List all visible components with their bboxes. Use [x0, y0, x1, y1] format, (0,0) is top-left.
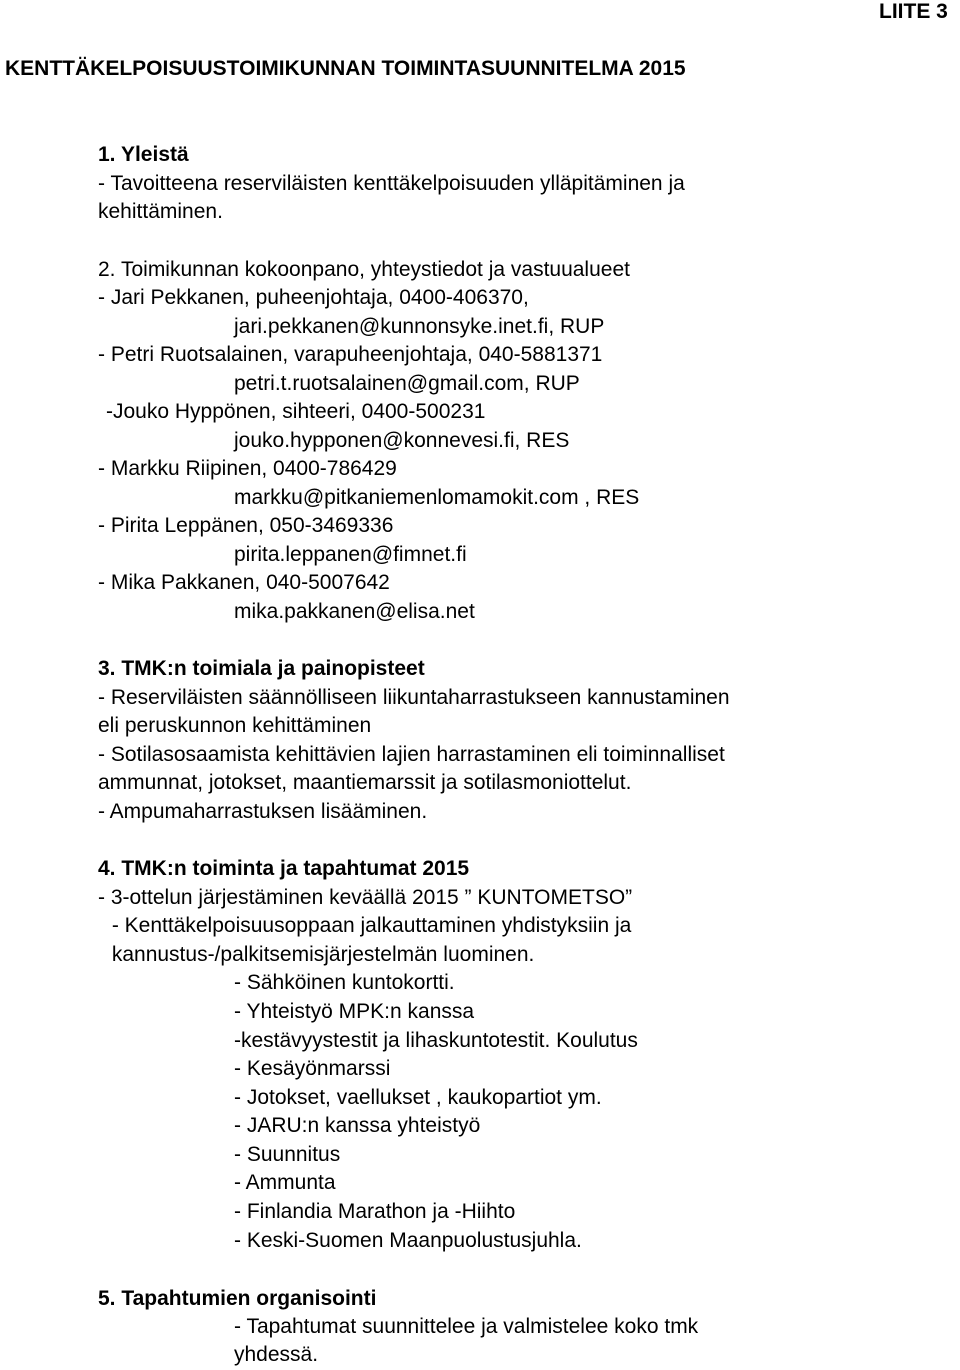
activity-item: - Sähköinen kuntokortti.: [234, 971, 455, 994]
paragraph-line: - Sotilasosaamista kehittävien lajien harrastaminen eli toiminnalliset: [98, 743, 725, 766]
section-heading: 4. TMK:n toiminta ja tapahtumat 2015: [98, 857, 470, 880]
paragraph-line: kehittäminen.: [98, 200, 223, 223]
document-title: KENTTÄKELPOISUUSTOIMIKUNNAN TOIMINTASUUNNITELMA 2015: [5, 57, 686, 80]
activity-item: - Kesäyönmarssi: [234, 1057, 391, 1080]
member-name: -Jouko Hyppönen, sihteeri, 0400-500231: [106, 400, 486, 423]
activity-item: - Finlandia Marathon ja -Hiihto: [234, 1200, 516, 1223]
activity-item: - Ammunta: [234, 1171, 336, 1194]
activity-item: - Jotokset, vaellukset , kaukopartiot ym.: [234, 1086, 602, 1109]
paragraph-line: - Ampumaharrastuksen lisääminen.: [98, 800, 428, 823]
member-contact: jouko.hypponen@konnevesi.fi, RES: [234, 429, 570, 452]
paragraph-line: - Tavoitteena reserviläisten kenttäkelpoisuuden ylläpitäminen ja: [98, 172, 685, 195]
section-heading: 2. Toimikunnan kokoonpano, yhteystiedot ja vastuualueet: [98, 258, 630, 281]
paragraph-line: eli peruskunnon kehittäminen: [98, 714, 372, 737]
paragraph-line: kannustus-/palkitsemisjärjestelmän luominen.: [106, 943, 535, 966]
member-contact: petri.t.ruotsalainen@gmail.com, RUP: [234, 372, 580, 395]
activity-item: - JARU:n kanssa yhteistyö: [234, 1114, 481, 1137]
activity-item: - Yhteistyö MPK:n kanssa: [234, 1000, 475, 1023]
paragraph-line: - Reserviläisten säännölliseen liikuntaharrastukseen kannustaminen: [98, 686, 730, 709]
paragraph-line: yhdessä.: [234, 1343, 319, 1366]
member-name: - Jari Pekkanen, puheenjohtaja, 0400-406370,: [98, 286, 529, 309]
activity-item: -kestävyystestit ja lihaskuntotestit. Koulutus: [234, 1029, 638, 1052]
member-name: - Markku Riipinen, 0400-786429: [98, 457, 397, 480]
member-contact: pirita.leppanen@fimnet.fi: [234, 543, 467, 566]
activity-item: - Keski-Suomen Maanpuolustusjuhla.: [234, 1229, 582, 1252]
appendix-label: LIITE 3: [879, 0, 948, 23]
section-heading: 5. Tapahtumien organisointi: [98, 1287, 377, 1310]
member-name: - Mika Pakkanen, 040-5007642: [98, 571, 390, 594]
paragraph-line: - 3-ottelun järjestäminen keväällä 2015 ” KUNTOMETSO”: [98, 886, 633, 909]
member-name: - Pirita Leppänen, 050-3469336: [98, 514, 394, 537]
activity-item: - Suunnitus: [234, 1143, 341, 1166]
member-contact: markku@pitkaniemenlomamokit.com , RES: [234, 486, 640, 509]
section-heading: 3. TMK:n toimiala ja painopisteet: [98, 657, 425, 680]
member-contact: jari.pekkanen@kunnonsyke.inet.fi, RUP: [234, 315, 605, 338]
paragraph-line: ammunnat, jotokset, maantiemarssit ja sotilasmoniottelut.: [98, 771, 632, 794]
paragraph-line: - Tapahtumat suunnittelee ja valmistelee koko tmk: [234, 1315, 699, 1338]
paragraph-line: - Kenttäkelpoisuusoppaan jalkauttaminen yhdistyksiin ja: [106, 914, 632, 937]
section-heading: 1. Yleistä: [98, 143, 189, 166]
member-name: - Petri Ruotsalainen, varapuheenjohtaja, 040-5881371: [98, 343, 603, 366]
member-contact: mika.pakkanen@elisa.net: [234, 600, 475, 623]
